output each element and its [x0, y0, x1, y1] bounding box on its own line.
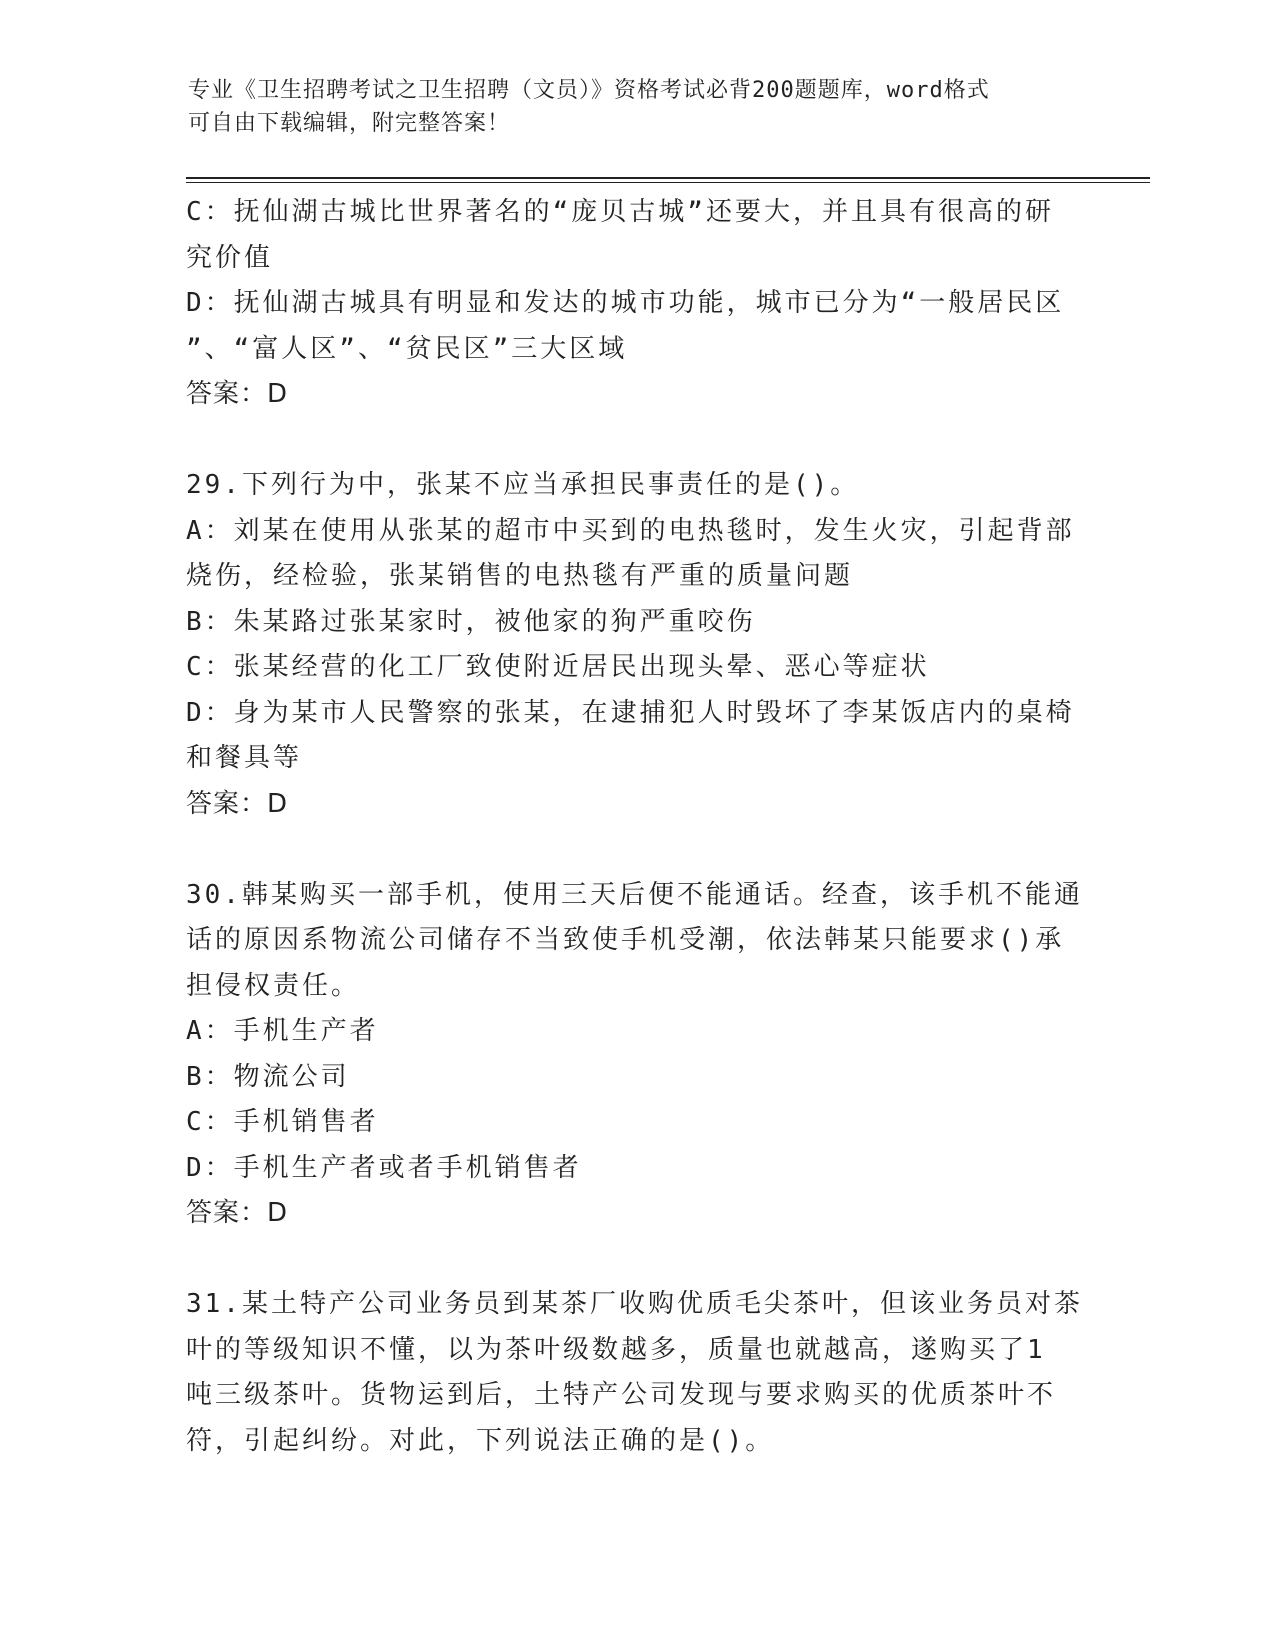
question-31: [186, 1282, 1086, 1464]
option-d-line-1: D：抚仙湖古城具有明显和发达的城市功能，城市已分为“一般居民区: [186, 288, 1065, 318]
option-a: A：手机生产者: [186, 1016, 379, 1046]
option-d-line-2: ”、“富人区”、“贫民区”三大区域: [186, 333, 628, 364]
option-c: C：手机销售者: [186, 1107, 379, 1137]
option-c-line-1: C：抚仙湖古城比世界著名的“庞贝古城”还要大，并且具有很高的研: [186, 197, 1054, 227]
question-28-continuation: [186, 190, 1086, 418]
question-content: [186, 190, 1086, 1464]
question-stem-line-2: 叶的等级知识不懂，以为茶叶级数越多，质量也就越高，遂购买了1: [186, 1334, 1046, 1365]
question-stem-line-2: 话的原因系物流公司储存不当致使手机受潮，依法韩某只能要求()承: [186, 925, 1065, 955]
spacer: [186, 1237, 1086, 1283]
header-divider-thin: [186, 182, 1150, 183]
question-stem: 29.下列行为中，张某不应当承担民事责任的是()。: [186, 470, 860, 500]
question-stem-line-3: 担侵权责任。: [186, 970, 361, 1001]
answer: 答案：D: [186, 788, 289, 819]
option-a-line-1: A：刘某在使用从张某的超市中买到的电热毯时，发生火灾，引起背部: [186, 515, 1075, 546]
answer: 答案：D: [186, 379, 289, 409]
option-d: D：手机生产者或者手机销售者: [186, 1152, 582, 1183]
option-d-line-2: 和餐具等: [186, 743, 303, 773]
header-title-line-1: 专业《卫生招聘考试之卫生招聘（文员）》资格考试必背200题题库，word格式: [188, 78, 990, 103]
question-29: [186, 463, 1086, 827]
header-title-line-2: 可自由下载编辑，附完整答案！: [188, 111, 511, 136]
spacer: [186, 418, 1086, 464]
option-b: B：物流公司: [186, 1061, 350, 1092]
question-stem-line-1: 30.韩某购买一部手机，使用三天后便不能通话。经查，该手机不能通: [186, 879, 1083, 910]
answer: 答案：D: [186, 1198, 289, 1228]
question-stem-line-1: 31.某土特产公司业务员到某茶厂收购优质毛尖茶叶，但该业务员对茶: [186, 1289, 1083, 1319]
question-stem-line-3: 吨三级茶叶。货物运到后，土特产公司发现与要求购买的优质茶叶不: [186, 1380, 1057, 1410]
question-30: [186, 873, 1086, 1237]
question-stem-line-4: 符，引起纠纷。对此，下列说法正确的是()。: [186, 1425, 775, 1456]
header-divider-thick: [186, 177, 1150, 179]
option-c: C：张某经营的化工厂致使附近居民出现头晕、恶心等症状: [186, 652, 930, 682]
option-d-line-1: D：身为某市人民警察的张某，在逮捕犯人时毁坏了李某饭店内的桌椅: [186, 697, 1075, 728]
page-header: [188, 74, 1068, 140]
spacer: [186, 827, 1086, 873]
option-b: B：朱某路过张某家时，被他家的狗严重咬伤: [186, 606, 756, 637]
option-c-line-2: 究价值: [186, 242, 274, 273]
option-a-line-2: 烧伤，经检验，张某销售的电热毯有严重的质量问题: [186, 561, 854, 591]
